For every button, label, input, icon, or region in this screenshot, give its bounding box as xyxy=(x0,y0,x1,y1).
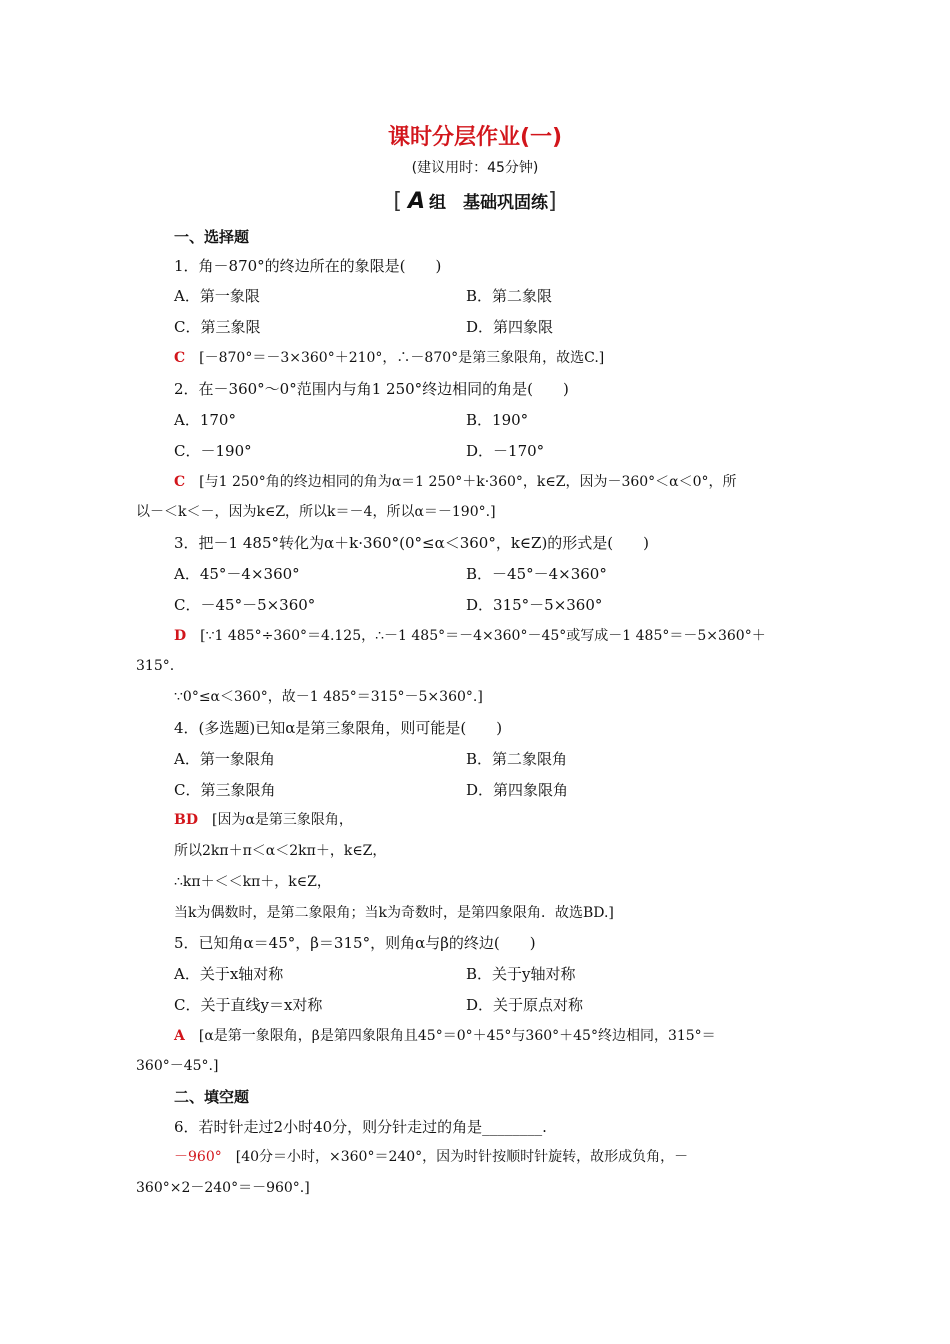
q1-answer: C xyxy=(174,350,186,366)
q3-solution-line2: 315°. xyxy=(136,658,175,674)
section-heading-choice: 一、选择题 xyxy=(174,228,250,246)
q2-solution-line1 xyxy=(174,472,737,492)
q4-option-a: A．第一象限角 xyxy=(174,750,275,768)
q2-stem: 2．在－360°～0°范围内与角1 250°终边相同的角是( ) xyxy=(174,380,569,398)
q4-solution-line2: 所以2kπ＋π＜α＜2kπ＋，k∈Z， xyxy=(174,843,387,859)
q5-option-b: B．关于y轴对称 xyxy=(466,965,576,983)
q5-stem: 5．已知角α＝45°，β＝315°，则角α与β的终边( ) xyxy=(174,934,536,952)
group-bracket-close: ] xyxy=(548,189,557,214)
q4-option-c: C．第三象限角 xyxy=(174,781,276,799)
q2-option-c: C．－190° xyxy=(174,442,252,460)
q5-solution-line1 xyxy=(174,1026,716,1046)
q6-stem: 6．若时针走过2小时40分，则分针走过的角是________. xyxy=(174,1118,547,1136)
group-bracket-open: [ xyxy=(393,189,402,214)
group-heading xyxy=(0,188,950,214)
q4-solution-line1 xyxy=(174,810,353,830)
q1-option-d: D．第四象限 xyxy=(466,318,554,336)
q4-stem: 4．(多选题)已知α是第三象限角，则可能是( ) xyxy=(174,719,503,737)
q1-solution xyxy=(174,348,604,368)
q3-solution-line3: ∵0°≤α＜360°，故－1 485°＝315°－5×360°.] xyxy=(174,689,483,705)
q4-option-b: B．第二象限角 xyxy=(466,750,568,768)
q1-stem: 1．角－870°的终边所在的象限是( ) xyxy=(174,257,442,275)
page-title: 课时分层作业(一) xyxy=(387,125,563,150)
q2-solution-line2: 以－＜k＜－，因为k∈Z，所以k＝－4，所以α＝－190°.] xyxy=(136,504,496,520)
q6-solution-line2: 360°×2－240°＝－960°.] xyxy=(136,1180,310,1196)
q3-answer: D xyxy=(174,628,187,644)
q5-option-d: D．关于原点对称 xyxy=(466,996,584,1014)
q2-answer: C xyxy=(174,474,186,490)
q5-option-c: C．关于直线y＝x对称 xyxy=(174,996,323,1014)
q3-option-c: C．－45°－5×360° xyxy=(174,596,316,614)
group-letter: A xyxy=(407,189,426,214)
group-label: 组 基础巩固练 xyxy=(429,193,549,213)
q6-solution-text1: [40分＝小时，×360°＝240°，因为时针按顺时针旋转，故形成负角，－ xyxy=(235,1149,689,1165)
q3-option-a: A．45°－4×360° xyxy=(174,565,300,583)
q4-option-d: D．第四象限角 xyxy=(466,781,569,799)
q5-solution-line2: 360°－45°.] xyxy=(136,1058,219,1074)
page-subtitle: (建议用时：45分钟) xyxy=(411,160,539,176)
q4-solution-text1: [因为α是第三象限角， xyxy=(211,812,353,828)
q3-stem: 3．把－1 485°转化为α＋k·360°(0°≤α＜360°，k∈Z)的形式是( ) xyxy=(174,534,649,552)
q4-solution-line3: ∴kπ＋＜＜kπ＋，k∈Z， xyxy=(174,874,331,890)
q5-option-a: A．关于x轴对称 xyxy=(174,965,284,983)
q1-option-c: C．第三象限 xyxy=(174,318,261,336)
q2-option-b: B．190° xyxy=(466,411,529,429)
q2-option-a: A．170° xyxy=(174,411,236,429)
q5-solution-text1: [α是第一象限角，β是第四象限角且45°＝0°＋45°与360°＋45°终边相同，315°＝ xyxy=(198,1028,716,1044)
q2-option-d: D．－170° xyxy=(466,442,545,460)
q1-solution-text: [－870°＝－3×360°＋210°，∴－870°是第三象限角，故选C.] xyxy=(199,350,605,366)
q6-answer: －960° xyxy=(174,1149,222,1165)
q4-answer: BD xyxy=(174,812,198,828)
q3-option-b: B．－45°－4×360° xyxy=(466,565,607,583)
q3-solution-line1 xyxy=(174,626,766,646)
q3-solution-text1: [∵1 485°÷360°＝4.125，∴－1 485°＝－4×360°－45°或写成－1 485°＝－5×360°＋ xyxy=(200,628,766,644)
q6-solution-line1 xyxy=(174,1147,688,1167)
q4-solution-line4: 当k为偶数时，是第二象限角；当k为奇数时，是第四象限角．故选BD.] xyxy=(174,905,614,921)
q3-option-d: D．315°－5×360° xyxy=(466,596,603,614)
q1-option-a: A．第一象限 xyxy=(174,287,260,305)
q1-option-b: B．第二象限 xyxy=(466,287,553,305)
section-heading-fill: 二、填空题 xyxy=(174,1088,250,1106)
q5-answer: A xyxy=(174,1028,185,1044)
q2-solution-text1: [与1 250°角的终边相同的角为α＝1 250°＋k·360°，k∈Z，因为－360°＜α＜0°，所 xyxy=(199,474,737,490)
